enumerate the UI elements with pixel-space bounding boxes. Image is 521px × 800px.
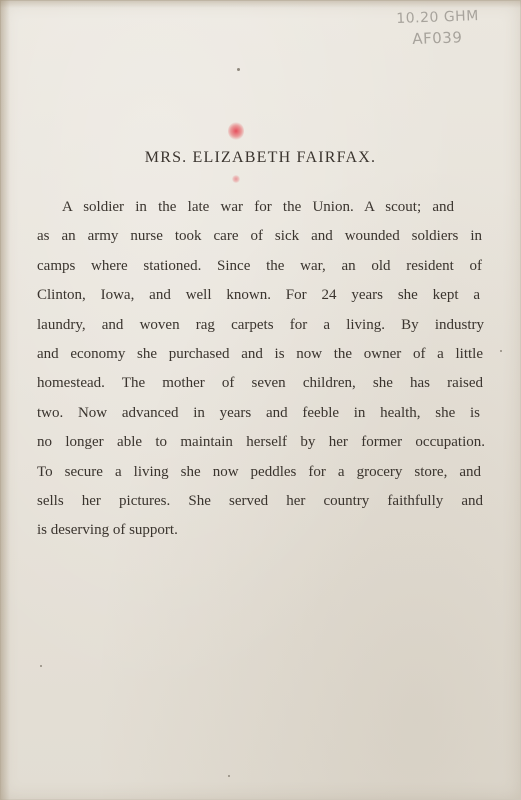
text-line: no longer able to maintain herself by her former occupation. xyxy=(37,434,485,451)
text-line: and economy she purchased and is now the owner of a little xyxy=(37,346,483,363)
text-line: homestead. The mother of seven children, she has raised xyxy=(37,375,483,392)
text-line: as an army nurse took care of sick and wounded soldiers in xyxy=(37,228,482,245)
pencil-annotation-date: 10.20 GHM xyxy=(396,8,480,27)
text-line: camps where stationed. Since the war, an old resident of xyxy=(37,257,482,274)
text-line: is deserving of support. xyxy=(37,522,178,539)
red-ink-stain xyxy=(228,122,244,140)
text-line: A soldier in the late war for the Union. A scout; and xyxy=(62,199,454,215)
text-line: laundry, and woven rag carpets for a living. By industry xyxy=(37,316,484,333)
text-line: two. Now advanced in years and feeble in health, she is xyxy=(37,404,480,421)
paper-speck xyxy=(228,775,230,777)
biography-text xyxy=(37,193,486,546)
text-line: To secure a living she now peddles for a grocery store, and xyxy=(37,463,481,480)
card-edge-shadow-left xyxy=(0,0,10,800)
pencil-annotations xyxy=(396,10,516,48)
paper-speck xyxy=(500,350,502,352)
text-line: sells her pictures. She served her country faithfully and xyxy=(37,493,483,510)
page-title: MRS. ELIZABETH FAIRFAX. xyxy=(144,149,377,166)
card-edge-shadow-top xyxy=(0,0,521,8)
red-ink-stain-small xyxy=(232,175,240,183)
text-line: Clinton, Iowa, and well known. For 24 years she kept a xyxy=(37,287,480,304)
paper-speck xyxy=(40,665,42,667)
paper-speck xyxy=(237,68,240,71)
pencil-annotation-catalog-number: AF039 xyxy=(412,28,463,48)
